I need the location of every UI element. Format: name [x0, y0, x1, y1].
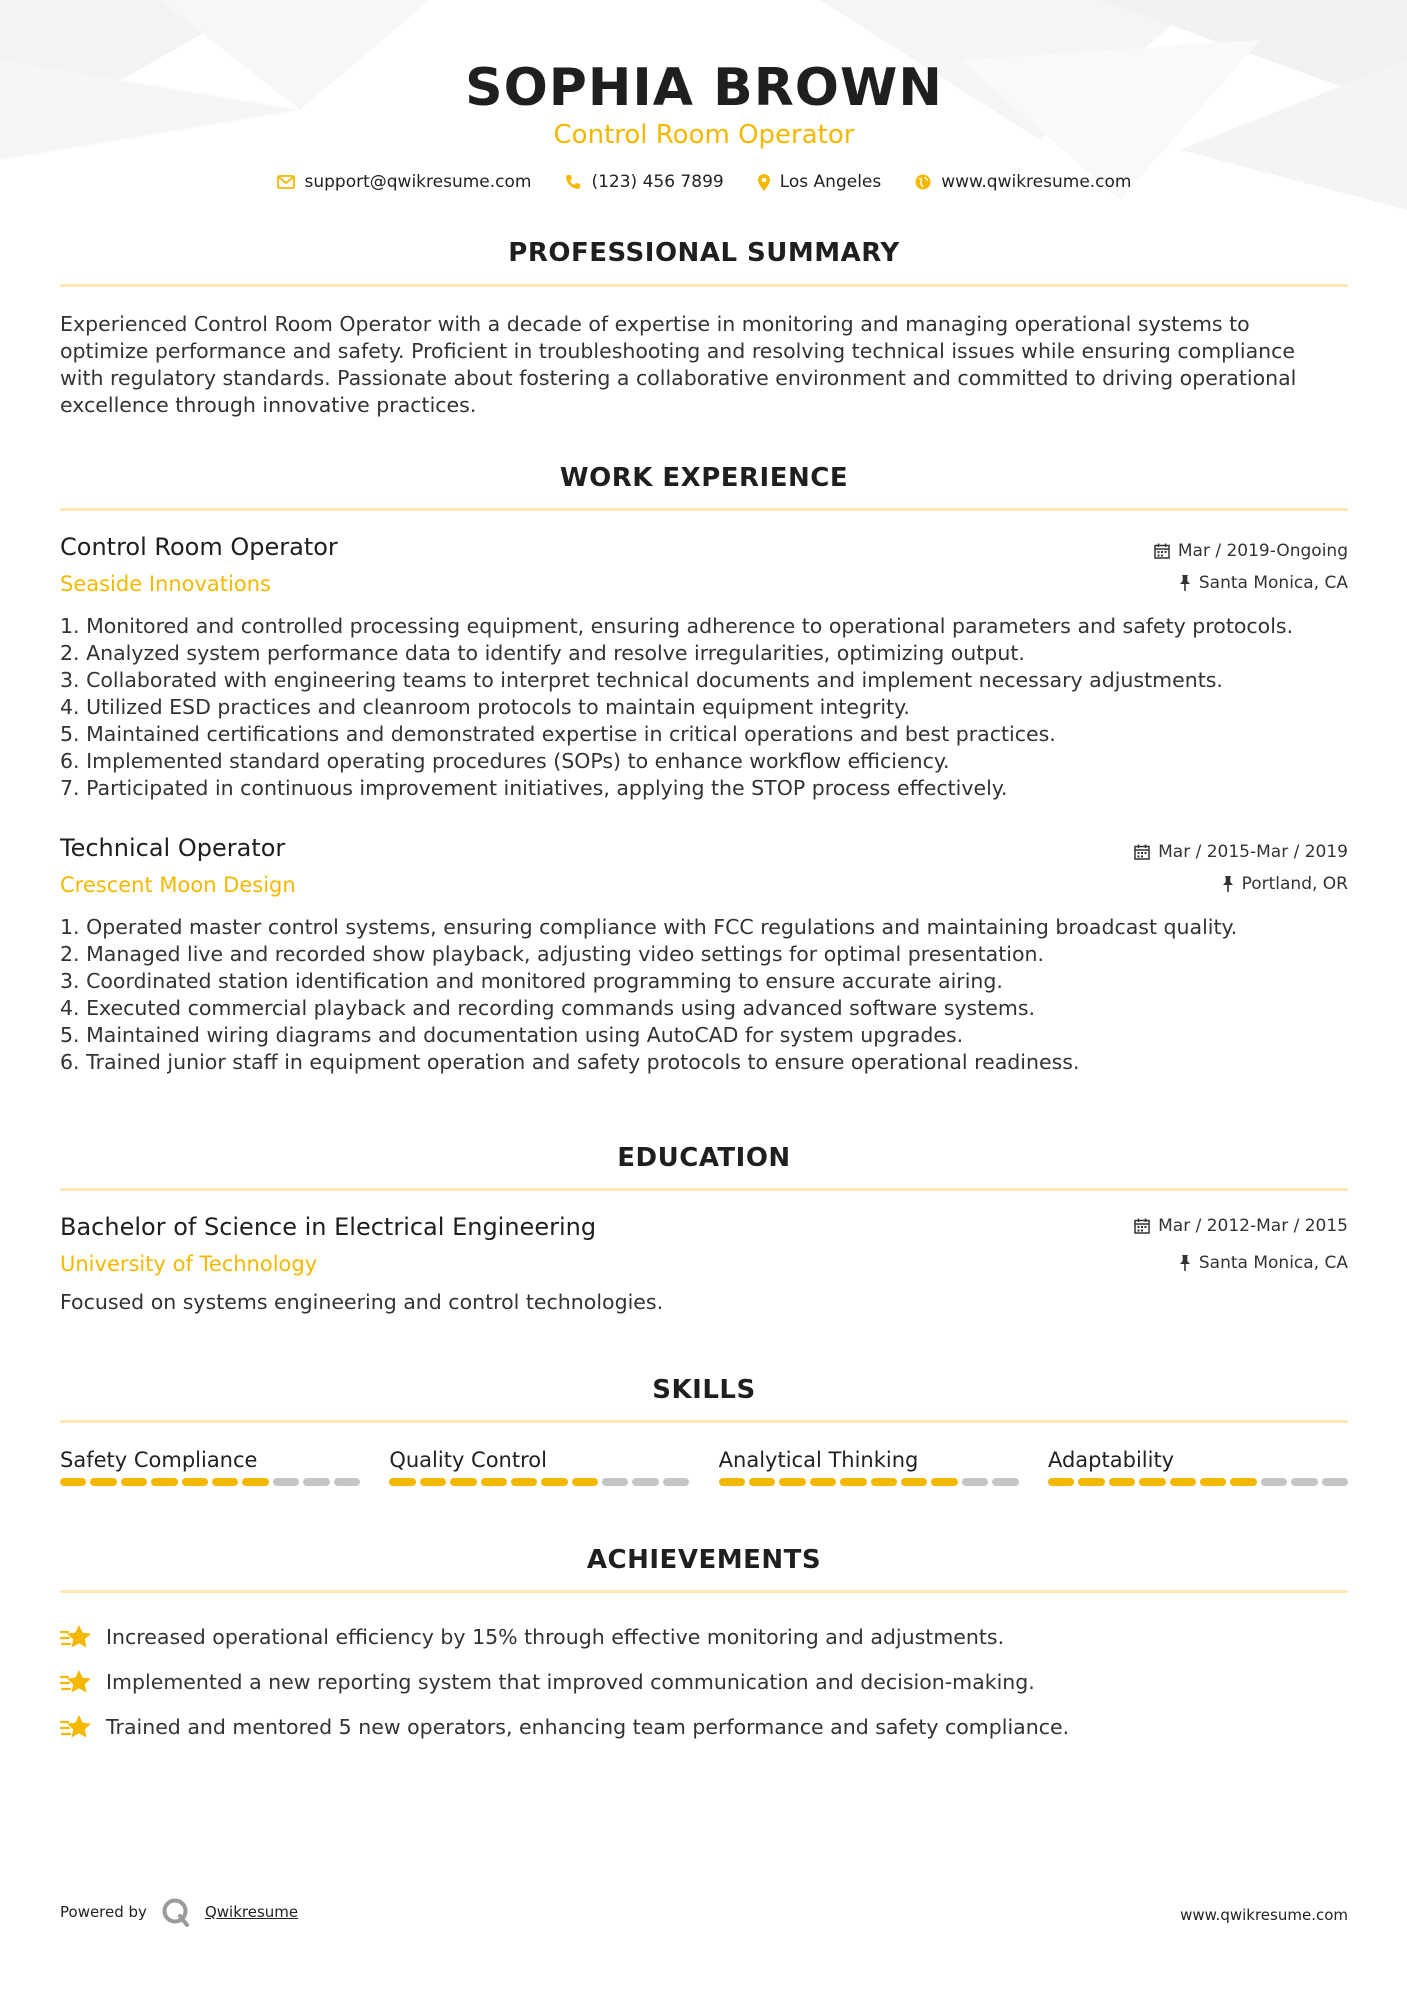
summary-line: optimize performance and safety. Proficient in troubleshooting and resolving technical issues while ensuring compliance	[60, 339, 1296, 363]
skill-dot-filled	[182, 1478, 208, 1486]
achievements-heading: ACHIEVEMENTS	[586, 1545, 822, 1575]
education-description: Focused on systems engineering and control technologies.	[60, 1290, 664, 1314]
skill-dot-filled	[212, 1478, 238, 1486]
job-company: Seaside Innovations	[60, 572, 271, 596]
skill-name: Quality Control	[389, 1448, 547, 1472]
skill-dot-filled	[1109, 1478, 1135, 1486]
skill-dot-filled	[121, 1478, 147, 1486]
skill-rating	[1048, 1478, 1348, 1486]
achievements-list	[60, 1614, 1348, 1749]
experience-heading: WORK EXPERIENCE	[559, 463, 849, 493]
skill-dot-filled	[511, 1478, 537, 1486]
shooting-star-icon	[60, 1624, 92, 1650]
skill-dot-filled	[871, 1478, 897, 1486]
summary-heading: PROFESSIONAL SUMMARY	[508, 238, 900, 268]
list-item: 4. Executed commercial playback and recording commands using advanced software systems.	[60, 996, 1036, 1020]
skills-divider	[60, 1420, 1348, 1423]
map-pin-icon	[758, 174, 770, 191]
summary-text	[60, 311, 1348, 419]
skill-dot-empty	[273, 1478, 299, 1486]
skill-item	[719, 1448, 1019, 1486]
skill-dot-empty	[992, 1478, 1018, 1486]
list-item: 1. Monitored and controlled processing equipment, ensuring adherence to operational parameters and safety protocols.	[60, 614, 1294, 638]
calendar-icon	[1134, 844, 1150, 860]
job-title: Technical Operator	[60, 834, 286, 862]
qwikresume-logo-icon	[161, 1897, 191, 1927]
skill-dot-filled	[810, 1478, 836, 1486]
contact-location-text: Los Angeles	[779, 172, 882, 192]
envelope-icon	[277, 175, 295, 189]
job-responsibilities	[60, 914, 1348, 1076]
contact-email[interactable]	[277, 172, 532, 192]
candidate-name: SOPHIA BROWN	[465, 58, 943, 118]
contact-website-text: www.qwikresume.com	[941, 172, 1132, 192]
skill-dot-filled	[151, 1478, 177, 1486]
skill-dot-filled	[90, 1478, 116, 1486]
skill-dot-filled	[1139, 1478, 1165, 1486]
skill-dot-empty	[303, 1478, 329, 1486]
list-item	[60, 1614, 1348, 1659]
job-dates	[1134, 842, 1348, 862]
skill-dot-empty	[1322, 1478, 1348, 1486]
skill-dot-filled	[931, 1478, 957, 1486]
calendar-icon	[1134, 1218, 1150, 1234]
achievement-text: Trained and mentored 5 new operators, enhancing team performance and safety compliance.	[106, 1714, 1070, 1739]
skill-name: Safety Compliance	[60, 1448, 258, 1472]
skill-dot-empty	[1291, 1478, 1317, 1486]
list-item: 6. Implemented standard operating procedures (SOPs) to enhance workflow efficiency.	[60, 749, 950, 773]
contact-website[interactable]	[915, 172, 1131, 192]
education-school: University of Technology	[60, 1252, 318, 1276]
summary-line: with regulatory standards. Passionate about fostering a collaborative environment and committed to driving operational	[60, 366, 1297, 390]
skill-dot-filled	[389, 1478, 415, 1486]
skill-dot-empty	[663, 1478, 689, 1486]
skill-dot-filled	[1170, 1478, 1196, 1486]
skills-list	[60, 1448, 1348, 1486]
footer-powered-by	[60, 1897, 298, 1927]
education-location	[1179, 1253, 1348, 1273]
powered-by-label: Powered by	[60, 1903, 147, 1921]
achievements-divider	[60, 1590, 1348, 1593]
contact-email-text: support@qwikresume.com	[304, 172, 532, 192]
shooting-star-icon	[60, 1669, 92, 1695]
skill-dot-empty	[602, 1478, 628, 1486]
job-responsibilities	[60, 613, 1348, 802]
skill-dot-filled	[1200, 1478, 1226, 1486]
job-dates-text: Mar / 2015-Mar / 2019	[1158, 842, 1348, 862]
pushpin-icon	[1222, 876, 1234, 892]
skill-dot-empty	[334, 1478, 360, 1486]
skill-dot-empty	[632, 1478, 658, 1486]
achievement-text: Increased operational efficiency by 15% through effective monitoring and adjustments.	[106, 1624, 1005, 1649]
skill-rating	[389, 1478, 689, 1486]
job-dates	[1154, 541, 1348, 561]
skill-dot-empty	[962, 1478, 988, 1486]
list-item	[60, 1659, 1348, 1704]
shooting-star-icon	[60, 1714, 92, 1740]
education-location-text: Santa Monica, CA	[1198, 1253, 1348, 1273]
skill-rating	[60, 1478, 360, 1486]
summary-divider	[60, 284, 1348, 287]
skill-dot-filled	[779, 1478, 805, 1486]
qwikresume-link[interactable]: Qwikresume	[204, 1903, 299, 1921]
summary-line: excellence through innovative practices.	[60, 393, 477, 417]
experience-divider	[60, 508, 1348, 511]
skill-item	[1048, 1448, 1348, 1486]
list-item	[60, 1704, 1348, 1749]
skill-dot-filled	[420, 1478, 446, 1486]
list-item: 5. Maintained wiring diagrams and documentation using AutoCAD for system upgrades.	[60, 1023, 964, 1047]
list-item: 3. Coordinated station identification and monitored programming to ensure accurate airing.	[60, 969, 1003, 993]
skill-dot-filled	[840, 1478, 866, 1486]
pushpin-icon	[1179, 575, 1191, 591]
phone-icon	[565, 174, 581, 190]
contact-location	[758, 172, 882, 192]
achievement-text: Implemented a new reporting system that improved communication and decision-making.	[106, 1669, 1035, 1694]
education-divider	[60, 1188, 1348, 1191]
calendar-icon	[1154, 543, 1170, 559]
candidate-role: Control Room Operator	[553, 120, 855, 150]
contact-phone[interactable]	[565, 172, 723, 192]
skill-name: Analytical Thinking	[718, 1448, 919, 1472]
contact-phone-text: (123) 456 7899	[591, 172, 724, 192]
pushpin-icon	[1179, 1255, 1191, 1271]
list-item: 2. Managed live and recorded show playback, adjusting video settings for optimal presentation.	[60, 942, 1045, 966]
job-location	[1222, 874, 1348, 894]
summary-line: Experienced Control Room Operator with a decade of expertise in monitoring and managing operational systems to	[60, 312, 1250, 336]
job-title: Control Room Operator	[60, 533, 338, 561]
list-item: 7. Participated in continuous improvement initiatives, applying the STOP process effectively.	[60, 776, 1008, 800]
education-dates	[1134, 1216, 1348, 1236]
list-item: 3. Collaborated with engineering teams to interpret technical documents and implement necessary adjustments.	[60, 668, 1223, 692]
skill-dot-filled	[901, 1478, 927, 1486]
education-heading: EDUCATION	[617, 1143, 791, 1173]
education-dates-text: Mar / 2012-Mar / 2015	[1158, 1216, 1348, 1236]
skill-dot-filled	[572, 1478, 598, 1486]
job-location-text: Portland, OR	[1241, 874, 1348, 894]
job-location-text: Santa Monica, CA	[1198, 573, 1348, 593]
footer-website[interactable]: www.qwikresume.com	[1180, 1906, 1348, 1924]
list-item: 2. Analyzed system performance data to identify and resolve irregularities, optimizing output.	[60, 641, 1025, 665]
skill-dot-empty	[1261, 1478, 1287, 1486]
skill-dot-filled	[1078, 1478, 1104, 1486]
skill-dot-filled	[481, 1478, 507, 1486]
skill-dot-filled	[60, 1478, 86, 1486]
skill-name: Adaptability	[1047, 1448, 1175, 1472]
skill-rating	[719, 1478, 1019, 1486]
job-dates-text: Mar / 2019-Ongoing	[1177, 541, 1348, 561]
skill-dot-filled	[450, 1478, 476, 1486]
list-item: 1. Operated master control systems, ensuring compliance with FCC regulations and maintaining broadcast quality.	[60, 915, 1238, 939]
list-item: 6. Trained junior staff in equipment operation and safety protocols to ensure operational readiness.	[60, 1050, 1080, 1074]
skill-dot-filled	[1048, 1478, 1074, 1486]
education-degree: Bachelor of Science in Electrical Engineering	[60, 1213, 597, 1241]
skill-item	[60, 1448, 360, 1486]
skill-dot-filled	[749, 1478, 775, 1486]
skill-dot-filled	[242, 1478, 268, 1486]
globe-icon	[915, 174, 931, 190]
list-item: 5. Maintained certifications and demonstrated expertise in critical operations and best practices.	[60, 722, 1056, 746]
job-company: Crescent Moon Design	[60, 873, 296, 897]
skill-dot-filled	[1230, 1478, 1256, 1486]
contact-bar	[60, 172, 1348, 192]
job-location	[1179, 573, 1348, 593]
skill-dot-filled	[541, 1478, 567, 1486]
skill-dot-filled	[719, 1478, 745, 1486]
list-item: 4. Utilized ESD practices and cleanroom protocols to maintain equipment integrity.	[60, 695, 910, 719]
skill-item	[389, 1448, 689, 1486]
skills-heading: SKILLS	[652, 1375, 756, 1405]
